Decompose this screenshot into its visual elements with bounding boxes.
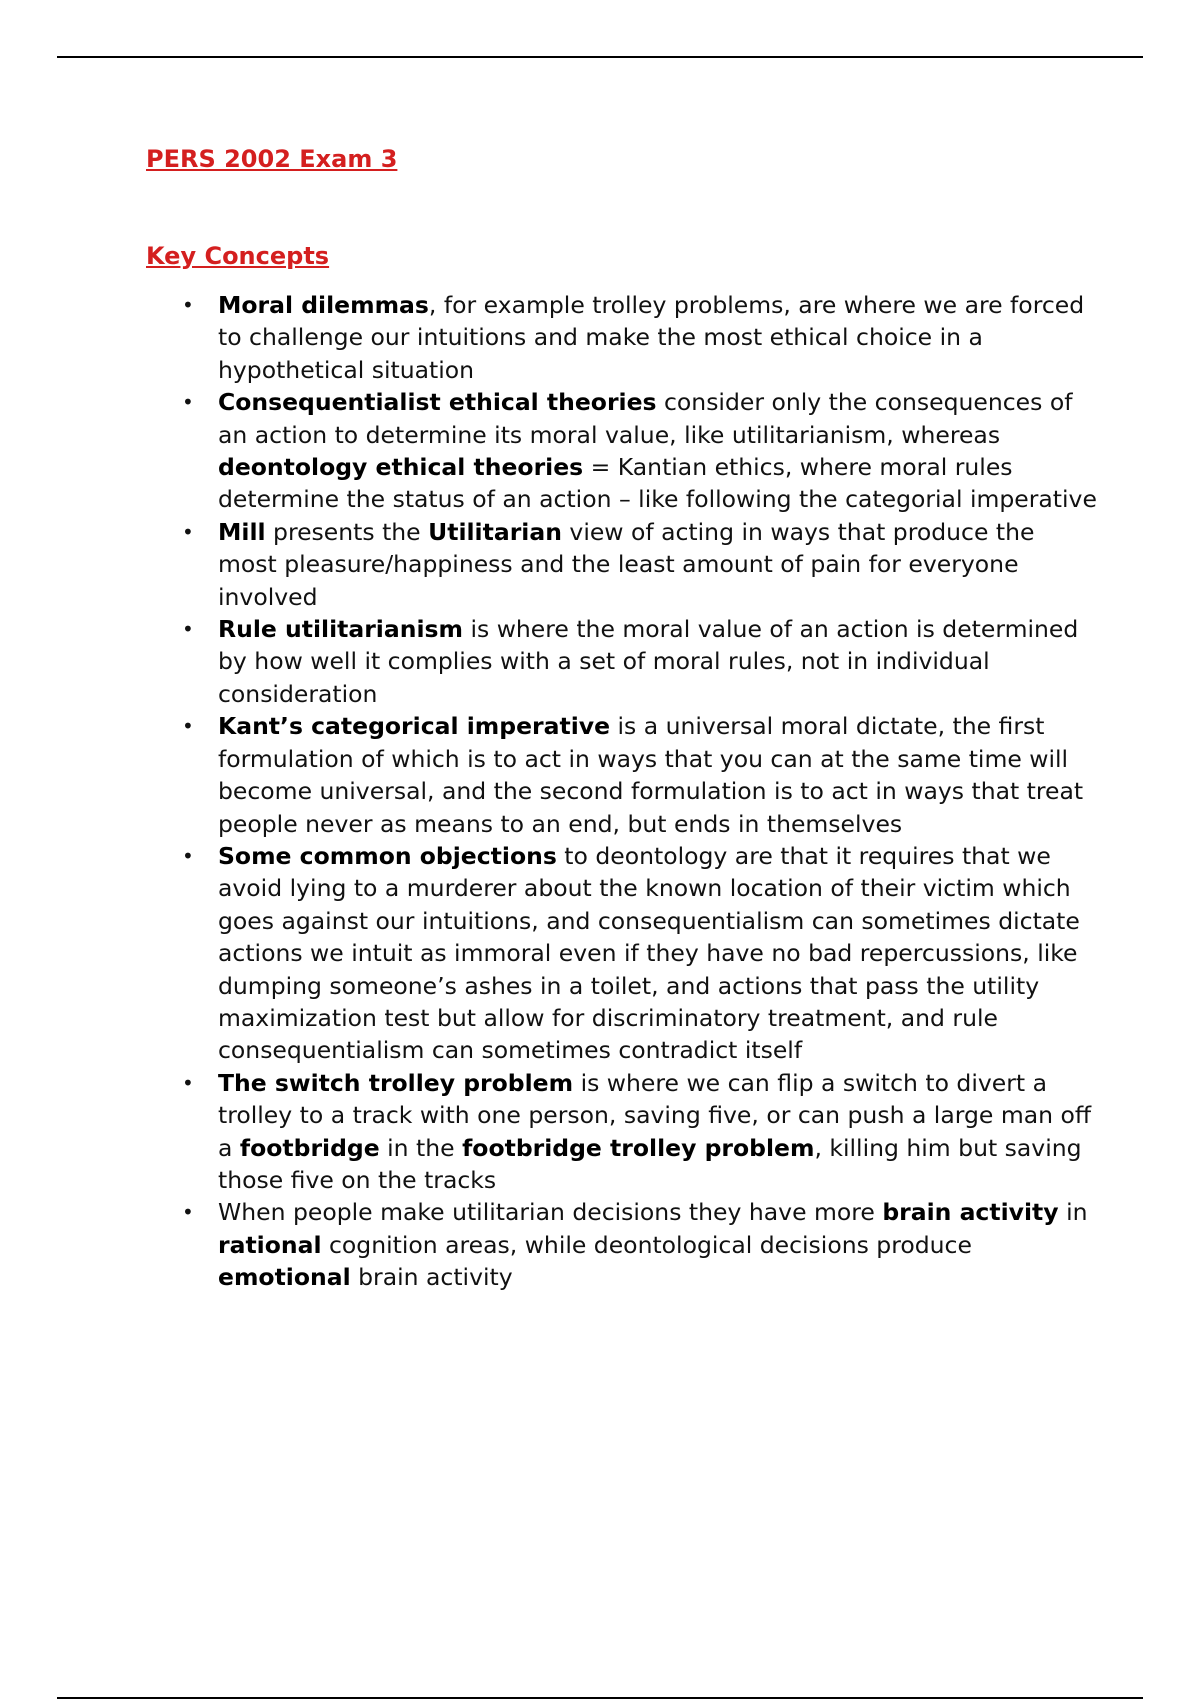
concept-list-item bbox=[182, 613, 1098, 710]
item-text: = Kantian ethics, where moral rules determine the status of an action – like following the categorial imperative bbox=[218, 453, 1097, 514]
bullet-icon: • bbox=[182, 843, 194, 868]
concept-list-item bbox=[182, 516, 1098, 613]
key-term: Mill bbox=[218, 517, 266, 546]
concept-list-item bbox=[182, 1196, 1098, 1293]
key-term: footbridge trolley problem bbox=[462, 1133, 815, 1162]
item-text: cognition areas, while deontological decisions produce bbox=[321, 1230, 972, 1259]
bullet-icon: • bbox=[182, 617, 194, 642]
item-text: , killing him but saving those five on the tracks bbox=[218, 1133, 1082, 1194]
bullet-icon: • bbox=[182, 390, 194, 415]
document-title: PERS 2002 Exam 3 bbox=[146, 145, 398, 173]
key-term: rational bbox=[218, 1230, 322, 1259]
page-bottom-rule bbox=[57, 1697, 1143, 1699]
key-term: Moral dilemmas bbox=[218, 291, 429, 319]
concept-list-item bbox=[182, 1067, 1098, 1197]
item-text: When people make utilitarian decisions they have more bbox=[218, 1198, 883, 1227]
bullet-icon: • bbox=[182, 293, 194, 317]
concept-list-item bbox=[182, 710, 1098, 840]
key-term: The switch trolley problem bbox=[218, 1068, 574, 1097]
concept-list-item bbox=[182, 386, 1098, 516]
key-term: Utilitarian bbox=[428, 517, 562, 546]
item-text: is a universal moral dictate, the first formulation of which is to act in ways that you can at the same time will become universal, and the second formulation is to act in ways that treat people never as means to an end, but ends in themselves bbox=[218, 712, 1084, 838]
key-term: Some common objections bbox=[218, 841, 557, 870]
item-text: presents the bbox=[265, 517, 429, 546]
bullet-icon: • bbox=[182, 519, 194, 544]
page-top-rule bbox=[57, 56, 1143, 58]
item-text: consider only the consequences of an action to determine its moral value, like utilitarianism, whereas bbox=[218, 388, 1073, 449]
item-text: brain activity bbox=[350, 1263, 513, 1292]
item-text: is where the moral value of an action is determined by how well it complies with a set of moral rules, not in individual consideration bbox=[218, 615, 1079, 708]
key-term: Consequentialist ethical theories bbox=[218, 388, 657, 417]
item-text: is where we can flip a switch to divert a trolley to a track with one person, saving five, or can push a large man off a bbox=[218, 1068, 1092, 1162]
concept-list-item bbox=[182, 840, 1098, 1067]
bullet-icon: • bbox=[182, 714, 194, 739]
key-term: footbridge bbox=[239, 1133, 380, 1162]
item-text: in bbox=[1058, 1198, 1088, 1227]
concept-list-item bbox=[182, 289, 1098, 386]
key-term: emotional bbox=[218, 1263, 351, 1292]
section-heading-key-concepts: Key Concepts bbox=[146, 242, 330, 270]
key-term: deontology ethical theories bbox=[218, 453, 584, 482]
key-concepts-list bbox=[182, 289, 1098, 1294]
bullet-icon: • bbox=[182, 1070, 194, 1095]
key-term: Kant’s categorical imperative bbox=[218, 712, 611, 741]
item-text: view of acting in ways that produce the most pleasure/happiness and the least amount of pain for everyone involved bbox=[218, 517, 1035, 611]
key-term: Rule utilitarianism bbox=[218, 615, 463, 644]
item-text: , for example trolley problems, are where we are forced to challenge our intuitions and make the most ethical choice in a hypothetical situation bbox=[218, 291, 1085, 384]
bullet-icon: • bbox=[182, 1200, 194, 1225]
item-text: to deontology are that it requires that we avoid lying to a murderer about the known location of their victim which goes against our intuitions, and consequentialism can sometimes dictate actions we intuit as immoral even if they have no bad repercussions, like dumping someone’s ashes in a toilet, and actions that pass the utility maximization test but allow for discriminatory treatment, and rule consequentialism can sometimes contradict itself bbox=[218, 841, 1080, 1065]
key-term: brain activity bbox=[882, 1198, 1059, 1227]
item-text: in the bbox=[379, 1133, 463, 1162]
